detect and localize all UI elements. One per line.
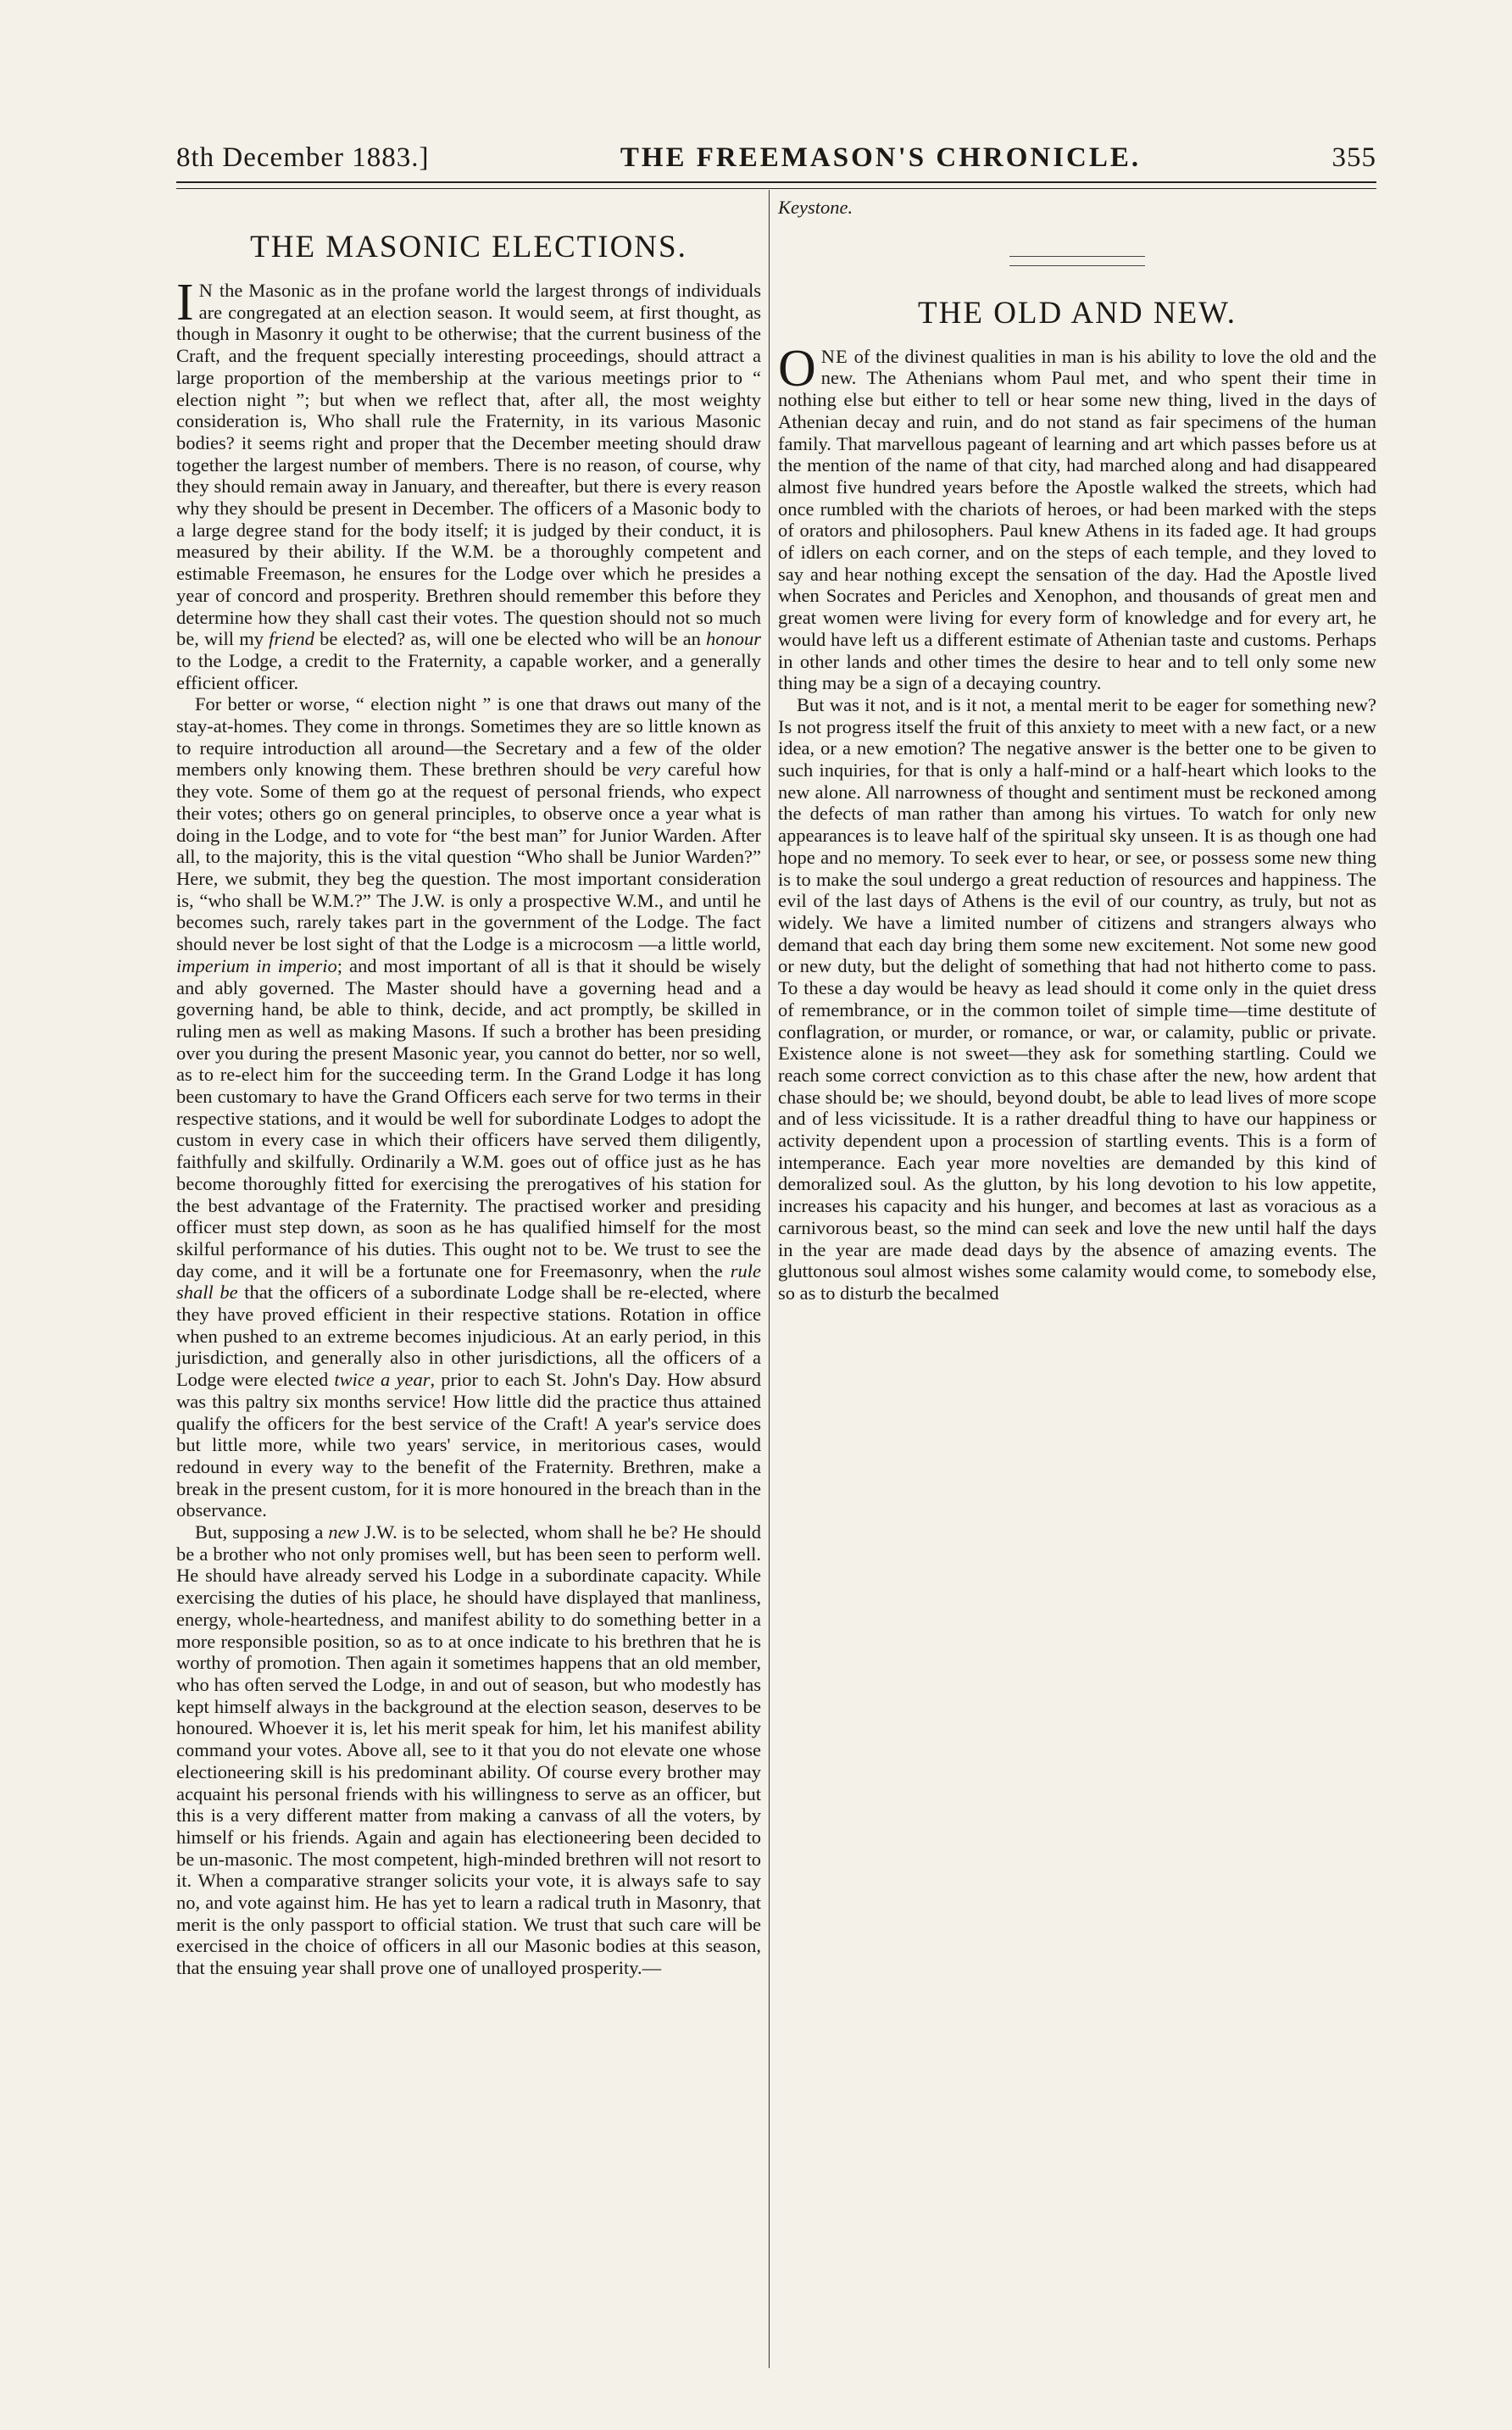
text-run: careful how they vote. Some of them go at the request of personal friends, who expect their votes; others go on general principles, to observe once a year what is doing in the Lodge, and to vote for “the best man” for Junior Warden. After all, to the majority, this is the vital question “Who shall be Junior Warden?” Here, we submit, they beg the question. The most important consideration is, “who shall be W.M.?” The J.W. is only a prospective W.M., and until he becomes such, rarely takes part in the government of the Lodge. The fact should never be lost sight of that the Lodge is a microcosm —a little world, bbox=[176, 759, 761, 955]
emphasis-text: twice a year bbox=[334, 1369, 431, 1391]
column-left bbox=[176, 197, 761, 1979]
emphasis-text: honour bbox=[706, 628, 762, 650]
drop-cap: I bbox=[176, 274, 194, 331]
header-rule bbox=[176, 181, 1376, 189]
article-paragraph bbox=[176, 1521, 761, 1979]
first-word: NE bbox=[820, 345, 848, 367]
article-title-masonic-elections: THE MASONIC ELECTIONS. bbox=[250, 230, 687, 264]
text-run: be elected? as, will one be elected who will be an bbox=[320, 628, 701, 650]
emphasis-text: rule shall be bbox=[176, 1259, 762, 1304]
text-run: For better or worse, “ election night ” is one that draws out many of the stay-at-homes. They come in throngs. Sometimes they are so little known as to require introduction all around—the Secretary and a few of the older members only knowing them. These brethren should be bbox=[176, 693, 761, 781]
emphasis-text: imperium in imperio bbox=[176, 954, 337, 976]
text-run: But, supposing a bbox=[195, 1521, 324, 1543]
article-paragraph: But was it not, and is it not, a mental merit to be eager for something new? Is not progress itself the fruit of this anxiety to meet with a new fact, or a new idea, or a new emotion? The negative answer is the better one to be given to such inquiries, for that is only a half-mind or a half-heart which looks to the new alone. All narrowness of thought and sentiment must be reckoned among the defects of man rather than among his virtues. To watch for only new appearances is to leave half of the spiritual sky unseen. It is as though one had hope and no memory. To seek ever to hear, or see, or possess some new thing is to make the soul undergo a great reduction of resources and happiness. The evil of the last days of Athens is the evil of our country, as truly, but not as widely. We have a limited number of citizens and strangers always who demand that each day bring them some new excitement. Not some new good or new duty, but the delight of something that had not hitherto come to pass. To these a day would be heavy as lead should it come only in the quiet dress of remembrance, or in the common toilet of simple time—time destitute of conflagration, or murder, or romance, or war, or calamity, public or private. Existence alone is not sweet—they ask for something startling. Could we reach some correct conviction as to this chase after the new, how ardent that chase should be; we should, beyond doubt, be able to lead lives of more scope and of less vicissitude. It is a rather dreadful thing to have our happiness or activity dependent upon a procession of startling events. This is a form of intemperance. Each year more novelties are demanded by this kind of demoralized soul. As the glutton, by his long devotion to his low appetite, increases his capacity and his hunger, and becomes at last as voracious as a carnivorous beast, so the mind can seek and love the new until half the days in the year are made dead days by the absence of amazing events. The gluttonous soul almost wishes some calamity would come, to somebody else, so as to disturb the becalmed bbox=[778, 693, 1376, 1304]
article-paragraph bbox=[176, 693, 761, 1521]
emphasis-text: new bbox=[328, 1521, 359, 1543]
page-number: 355 bbox=[1331, 142, 1376, 173]
article-paragraph bbox=[778, 339, 1376, 694]
column-divider bbox=[769, 190, 770, 2368]
text-run: the Masonic as in the profane world the largest throngs of individuals are congregated at an election season. It would seem, at first thought, as though in Masonry it ought to be otherwise; that the current business of the Craft, and the frequent specially interesting proceedings, should attract a large proportion of the membership at the various meetings prior to “ election night ”; but when we reflect that, after all, the most weighty consideration is, Who shall rule the Fraternity, in its various Masonic bodies? it seems right and proper that the December meeting should draw together the largest number of members. There is no reason, of course, why they should remain away in January, and thereafter, but there is every reason why they should be present in December. The officers of a Masonic body to a large degree stand for the body itself; it is judged by their conduct, it is measured by their ability. If the W.M. be a thoroughly competent and estimable Freemason, he ensures for the Lodge over which he presides a year of concord and prosperity. Brethren should remember this before they determine how they shall cast their votes. The question should not so much be, will my bbox=[176, 280, 762, 650]
emphasis-text: friend bbox=[269, 628, 314, 650]
emphasis-text: very bbox=[627, 759, 661, 781]
article-paragraph bbox=[176, 274, 762, 693]
text-run: J.W. is to be selected, whom shall he be? He should be a brother who not only promises well, but has been seen to perform well. He should have already served his Lodge in a subordinate capacity. While exercising the duties of his place, he should have displayed that manliness, energy, whole-heartedness, and manifest ability to do something better in a more responsible position, so as to at once indicate to his brethren that he is worthy of promotion. Then again it sometimes happens that an old member, who has often served the Lodge, in and out of season, but who modestly has kept himself always in the background at the election season, deserves to be honoured. Whoever it is, let his merit speak for him, let his manifest ability command your votes. Above all, see to it that you do not elevate one whose electioneering skill is his predominant ability. Of course every brother may acquaint his personal friends with his willingness to serve as an officer, but this is a very different matter from making a canvass of all the voters, by himself or his friends. Again and again has electioneering been decided to be un-masonic. The most competent, high-minded brethren will not resort to it. When a comparative stranger solicits your vote, it is always safe to say no, and vote against him. He has yet to learn a radical truth in Masonry, that merit is the only passport to official station. We trust that such care will be exercised in the choice of officers in all our Masonic bodies at this season, that the ensuing year shall prove one of unalloyed prosperity.— bbox=[176, 1521, 762, 1979]
text-run: that the officers of a subordinate Lodge shall be re-elected, where they have proved efficient in their respective stations. Rotation in office when pushed to an extreme becomes injudicious. At an early period, in this jurisdiction, and generally also in other jurisdictions, all the officers of a Lodge were elected bbox=[176, 1282, 761, 1391]
article-title-old-and-new: THE OLD AND NEW. bbox=[918, 295, 1237, 331]
journal-title: THE FREEMASON'S CHRONICLE. bbox=[620, 142, 1142, 173]
text-run: to the Lodge, a credit to the Fraternity, a capable worker, and a generally efficient officer. bbox=[176, 649, 761, 693]
page-header bbox=[176, 142, 1376, 176]
text-run: ; and most important of all is that it should be wisely and ably governed. The Master should have a governing head and a governing hand, be able to think, decide, and act promptly, be skilled in ruling men as well as making Masons. If such a brother has been presiding over you during the present Masonic year, you cannot do better, nor so well, as to re-elect him for the succeeding term. In the Grand Lodge it has long been customary to have the Grand Officers each serve for two terms in their respective stations, and it would be well for subordinate Lodges to adopt the custom in every case in which their officers have served them diligently, faithfully and skilfully. Ordinarily a W.M. goes out of office just as he has become thoroughly fitted for exercising the prerogatives of his station for the best advantage of the Fraternity. The practised worker and presiding officer must step down, as soon as he has qualified himself for the most skilful performance of his duties. This ought not to be. We trust to see the day come, and it will be a fortunate one for Freemasonry, when the bbox=[176, 954, 761, 1282]
article-separator bbox=[1009, 256, 1145, 266]
article-signature: Keystone. bbox=[778, 197, 853, 218]
column-right bbox=[778, 197, 1376, 1304]
article-continuation bbox=[778, 197, 1376, 219]
text-run: , prior to each St. John's Day. How absurd was this paltry six months service! How little did the practice thus attained qualify the officers for the best service of the Craft! A year's service does but little more, while two years' service, in meritorious cases, would redound in every way to the benefit of the Fraternity. Brethren, make a break in the present custom, for it is more honoured in the breach than in the observance. bbox=[176, 1369, 761, 1521]
issue-date: 8th December 1883.] bbox=[176, 142, 430, 173]
text-run: of the divinest qualities in man is his ability to love the old and the new. The Athenians whom Paul met, and who spent their time in nothing else but either to tell or hear some new thing, lived in the days of Athenian decay and ruin, and do not stand as fair specimens of the human family. That marvellous pageant of learning and art which passes before us at the mention of the name of that city, had marched along and had disappeared almost five hundred years before the Apostle walked the streets, which had once rumbled with the chariots of heroes, or had been marked with the steps of orators and philosophers. Paul knew Athens in its faded age. It had groups of idlers on each corner, and on the steps of each temple, and they loved to say and hear nothing except the sensation of the day. Had the Apostle lived when Socrates and Pericles and Xenophon, and thousands of great men and great women were living for every form of knowledge and for every art, he would have left us a different estimate of Athenian taste and customs. Perhaps in other lands and other times the desire to hear and to tell only some new thing may be a sign of a decaying country. bbox=[778, 345, 1376, 694]
drop-cap: O bbox=[778, 339, 816, 398]
first-word: N bbox=[198, 280, 214, 301]
